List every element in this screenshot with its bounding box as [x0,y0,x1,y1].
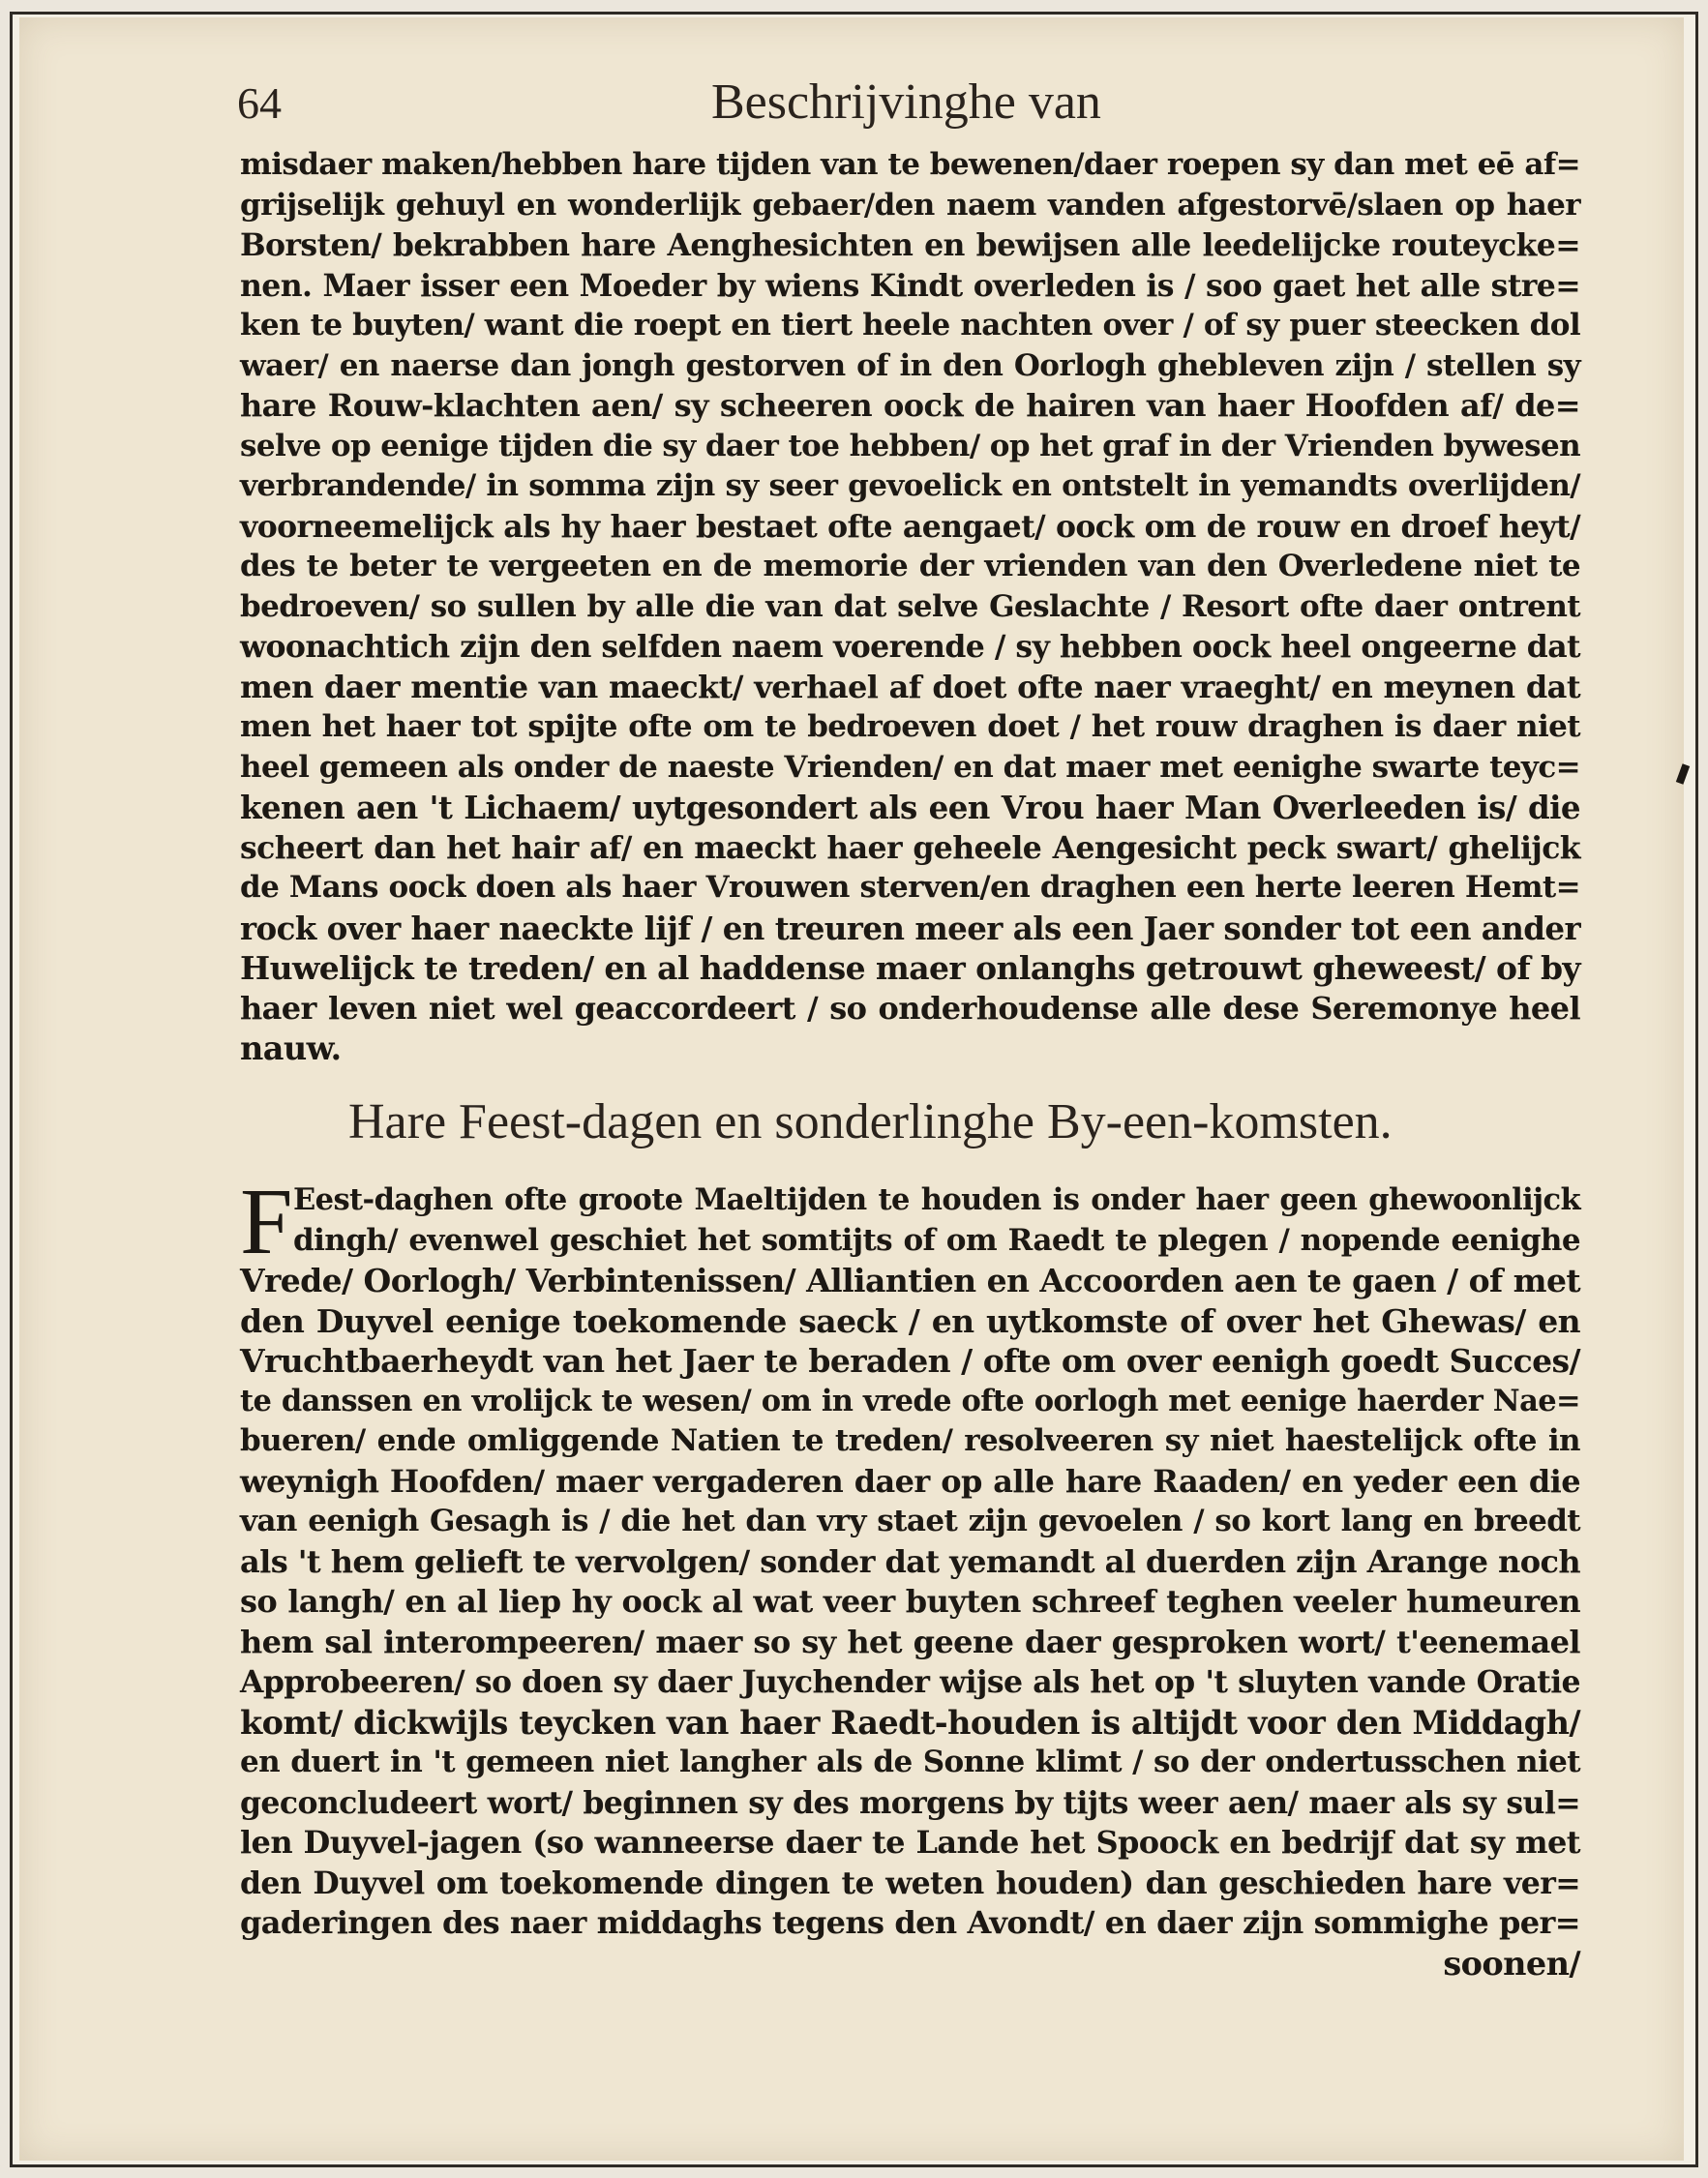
text-line: rock over haer naeckte lijf / en treuren meer als een Jaer sonder tot een ander [240,909,1580,947]
text-line: selve op eenige tijden die sy daer toe hebben/ op het graf in der Vrienden bywesen [240,428,1581,463]
text-line: te danssen en vrolijck te wesen/ om in vrede ofte oorlogh met eenige haerder Nae= [240,1383,1580,1418]
text-line: Approbeeren/ so doen sy daer Juychender wijse als het op 't sluyten vande Oratie [240,1664,1580,1700]
paragraph-mourning [240,145,1580,1069]
text-line: Huwelijck te treden/ en al haddense maer onlanghs getrouwt gheweest/ of by [240,949,1580,987]
paragraph-feasts [240,1170,1580,1984]
text-line: misdaer maken/hebben hare tijden van te bewenen/daer roepen sy dan met eē af= [240,147,1580,182]
text-line: Eest-daghen ofte groote Maeltijden te houden is onder haer geen ghewoonlijck [293,1182,1580,1217]
text-line: verbrandende/ in somma zijn sy seer gevoelick en ontstelt in yemandts overlijden/ [240,468,1580,503]
text-line: bedroeven/ so sullen by alle die van dat selve Geslachte / Resort ofte daer ontrent [240,588,1580,624]
text-line: weynigh Hoofden/ maer vergaderen daer op alle hare Raaden/ en yeder een die [240,1462,1580,1500]
text-line: bueren/ ende omliggende Natien te treden/ resolveeren sy niet haestelijck ofte in [240,1423,1580,1458]
text-line: nauw. [240,1029,342,1067]
text-line: kenen aen 't Lichaem/ uytgesondert als een Vrou haer Man Overleeden is/ die [240,789,1580,826]
text-line: Vrede/ Oorlogh/ Verbintenissen/ Alliantien en Accoorden aen te gaen / of met [240,1262,1580,1299]
text-line: grijselijk gehuyl en wonderlijk gebaer/den naem vanden afgestorvē/slaen op haer [240,187,1580,223]
text-line: en duert in 't gemeen niet langher als de Sonne klimt / so der ondertusschen niet [240,1745,1580,1779]
running-title: Beschrijvinghe van [711,75,1101,130]
text-line: so langh/ en al liep hy oock al wat veer buyten schreef teghen veeler humeuren [240,1583,1580,1620]
text-line: den Duyvel eenige toekomende saeck / en uytkomste of over het Ghewas/ en [240,1301,1580,1340]
text-line: als 't hem gelieft te vervolgen/ sonder dat yemandt al duerden zijn Arange noch [240,1542,1580,1580]
text-line: de Mans oock doen als haer Vrouwen sterven/en draghen een herte leeren Hemt= [240,870,1580,905]
text-line: ken te buyten/ want die roept en tiert heele nachten over / of sy puer steecken dol [240,308,1580,343]
drop-cap-initial: F [240,1170,293,1274]
catchword: soonen/ [1443,1944,1580,1983]
text-line: haer leven niet wel geaccordeert / so onderhoudense alle dese Seremonye heel [240,989,1580,1027]
text-line: heel gemeen als onder de naeste Vrienden/ en dat maer met eenighe swarte teyc= [240,749,1580,785]
text-line: den Duyvel om toekomende dingen te weten houden) dan geschieden hare ver= [240,1865,1580,1901]
text-line: hem sal interompeeren/ maer so sy het geene daer gesproken wort/ t'eenemael [240,1623,1580,1660]
text-line: komt/ dickwijls teycken van haer Raedt-houden is altijdt voor den Middagh/ [240,1703,1580,1742]
text-line: van eenigh Gesagh is / die het dan vry staet zijn gevoelen / so kort lang en breedt [240,1504,1580,1538]
text-line: scheert dan het hair af/ en maeckt haer geheele Aengesicht peck swart/ ghelijck [240,829,1580,866]
text-line: nen. Maer isser een Moeder by wiens Kindt overleden is / soo gaet het alle stre= [240,267,1580,304]
page-number: 64 [237,78,282,128]
text-line: men het haer tot spijte ofte om te bedroeven doet / het rouw draghen is daer niet [240,709,1580,744]
text-line: des te beter te vergeeten en de memorie der vrienden van den Overledene niet te [240,549,1580,583]
text-line: Vruchtbaerheydt van het Jaer te beraden / ofte om over eenigh goedt Succes/ [240,1342,1580,1380]
text-line: len Duyvel-jagen (so wanneerse daer te Lande het Spoock en bedrijf dat sy met [240,1824,1580,1861]
section-heading: Hare Feest-dagen en sonderlinghe By-een-komsten. [348,1094,1393,1149]
running-head [237,77,1611,145]
text-line: men daer mentie van maeckt/ verhael af doet ofte naer vraeght/ en meynen dat [240,668,1580,705]
text-line: waer/ en naerse dan jongh gestorven of in den Oorlogh ghebleven zijn / stellen sy [240,347,1580,383]
text-line: gaderingen des naer middaghs tegens den Avondt/ en daer zijn sommighe per= [240,1904,1580,1941]
text-line: hare Rouw-klachten aen/ sy scheeren oock de hairen van haer Hoofden af/ de= [240,387,1580,424]
text-line: woonachtich zijn den selfden naem voerende / sy hebben oock heel ongeerne dat [240,629,1580,665]
text-line: dingh/ evenwel geschiet het somtijts of om Raedt te plegen / nopende eenighe [293,1222,1580,1258]
text-line: voorneemelijck als hy haer bestaet ofte aengaet/ oock om de rouw en droef heyt/ [240,508,1580,545]
text-line: geconcludeert wort/ beginnen sy des morgens by tijts weer aen/ maer als sy sul= [240,1784,1580,1821]
text-line: Borsten/ bekrabben hare Aenghesichten en bewijsen alle leedelijcke routeycke= [240,227,1580,263]
